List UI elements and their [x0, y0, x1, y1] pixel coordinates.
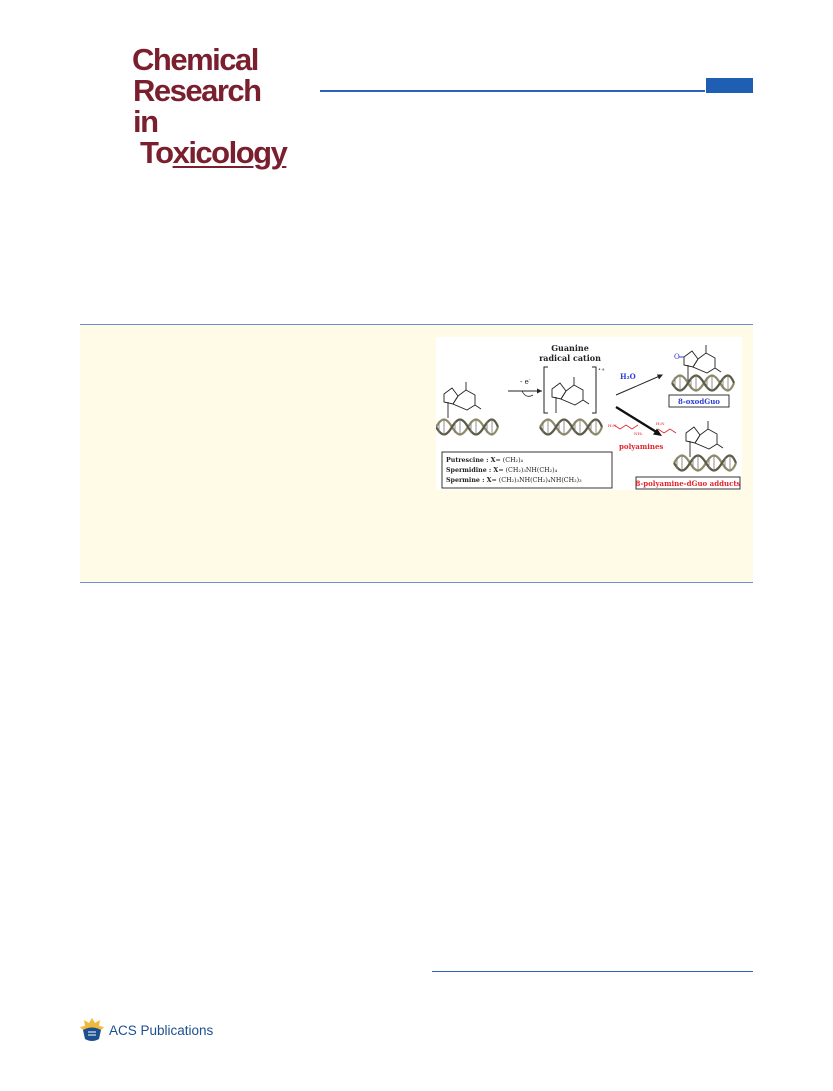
acs-publications-logo[interactable] [79, 1017, 213, 1043]
svg-text:NH₂: NH₂ [634, 431, 643, 436]
legend-spermine: Spermine : X= (CH₂)₃NH(CH₂)₄NH(CH₂)₃ [446, 477, 582, 484]
legend-spermidine: Spermidine : X= (CH₂)₃NH(CH₂)₄ [446, 467, 558, 474]
legend-putrescine: Putrescine : X= (CH₂)₄ [446, 457, 524, 464]
dna-strand-middle [540, 419, 602, 435]
guanine-structure-oxo [684, 345, 721, 381]
guanine-structure-left [444, 382, 481, 418]
footer-rule [432, 971, 753, 972]
acs-emblem-icon [79, 1017, 105, 1043]
product2-label: 8-polyamine-dGuo adducts [635, 479, 741, 488]
polyamines-label: polyamines [619, 442, 664, 451]
dna-strand-top-right [672, 375, 734, 391]
bracket-right [592, 367, 596, 413]
radical-cation-title-2: radical cation [539, 353, 601, 363]
toc-graphic [436, 337, 742, 490]
svg-text:H₂N: H₂N [608, 423, 617, 428]
acs-label: ACS [109, 1022, 137, 1038]
logo-line-3 [140, 135, 287, 170]
bracket-left [544, 367, 548, 413]
logo-line-3-underlined: xicology [172, 135, 287, 170]
product1-label: 8-oxodGuo [678, 397, 720, 406]
journal-logo [132, 42, 287, 170]
publications-label: Publications [136, 1022, 214, 1038]
article-type-tab [706, 78, 753, 93]
logo-line-1: Chemical [132, 42, 258, 77]
dna-strand-left [436, 419, 498, 435]
polyamine-arrow [616, 407, 658, 433]
radical-charge: •+ [598, 367, 606, 373]
header-rule [320, 90, 705, 92]
guanine-structure-middle [552, 377, 589, 413]
logo-line-3-prefix: To [140, 135, 173, 170]
radical-cation-title-1: Guanine [551, 343, 589, 353]
logo-line-2: Research in [133, 73, 261, 139]
svg-text:H₂N: H₂N [656, 421, 665, 426]
dna-strand-bottom-right [674, 455, 736, 471]
svg-text:O: O [674, 353, 680, 361]
water-label: H₂O [620, 372, 636, 381]
guanine-structure-adduct [686, 421, 723, 457]
electron-label: - e- [520, 377, 531, 386]
